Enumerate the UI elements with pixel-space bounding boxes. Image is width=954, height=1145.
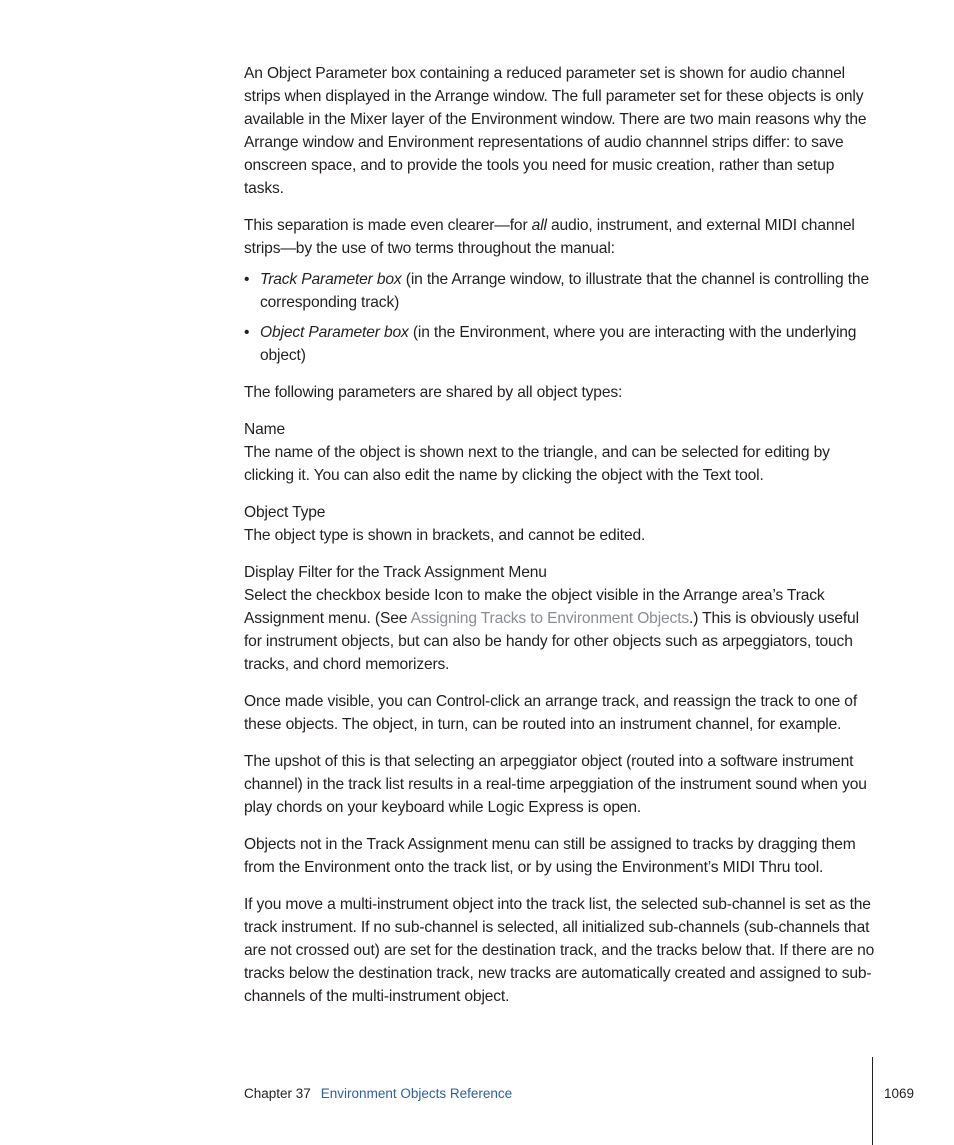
multi-instrument-paragraph: If you move a multi-instrument object into the track list, the selected sub-channel is set as the track instrument. If no sub-channel is selected, all initialized sub-channels (sub-channels that are not crossed out) are set for the destination track, and the tracks below that. If there are no tracks below the destination track, new tracks are automatically created and assigned to sub-channels of the multi-instrument object. <box>244 896 875 1005</box>
name-section <box>244 418 876 487</box>
shared-paragraph: The following parameters are shared by all object types: <box>244 384 623 401</box>
object-type-section <box>244 501 876 547</box>
chapter-label: Chapter 37 <box>244 1086 311 1101</box>
assigning-tracks-link[interactable]: Assigning Tracks to Environment Objects <box>410 610 690 627</box>
chapter-title-link[interactable]: Environment Objects Reference <box>320 1086 513 1101</box>
separation-text-a: This separation is made even clearer—for <box>244 217 532 234</box>
display-filter-text-b: .) This is obviously useful for instrument objects, but can also be handy for other objects such as arpeggiators, touch tracks, and chord memorizers. <box>244 610 859 673</box>
bullet-icon: • <box>244 271 250 288</box>
object-type-body: The object type is shown in brackets, and cannot be edited. <box>244 527 646 544</box>
list-item <box>244 321 876 367</box>
page-body <box>244 62 876 1022</box>
separation-text-b: audio, instrument, and external MIDI channel strips—by the use of two terms throughout the manual: <box>244 217 855 257</box>
once-visible-paragraph: Once made visible, you can Control-click an arrange track, and reassign the track to one of these objects. The object, in turn, can be routed into an instrument channel, for example. <box>244 693 858 733</box>
display-filter-body <box>244 584 876 676</box>
footer-divider <box>872 1057 873 1145</box>
page-footer <box>244 1086 512 1101</box>
not-in-menu-paragraph: Objects not in the Track Assignment menu can still be assigned to tracks by dragging them from the Environment onto the track list, or by using the Environment’s MIDI Thru tool. <box>244 836 856 876</box>
upshot-paragraph: The upshot of this is that selecting an arpeggiator object (routed into a software instrument channel) in the track list results in a real-time arpeggiation of the instrument sound when you play chords on your keyboard while Logic Express is open. <box>244 753 867 816</box>
list-item-term: Track Parameter box <box>260 271 402 288</box>
intro-paragraph: An Object Parameter box containing a reduced parameter set is shown for audio channel strips when displayed in the Arrange window. The full parameter set for these objects is only available in the Mixer layer of the Environment window. There are two main reasons why the Arrange window and Environment representations of audio channnel strips differ: to save onscreen space, and to provide the tools you need for music creation, rather than setup tasks. <box>244 65 867 197</box>
name-body: The name of the object is shown next to the triangle, and can be selected for editing by clicking it. You can also edit the name by clicking the object with the Text tool. <box>244 444 830 484</box>
object-type-heading: Object Type <box>244 504 326 521</box>
bullet-icon: • <box>244 324 250 341</box>
list-item-text: (in the Environment, where you are interacting with the underlying object) <box>260 324 857 364</box>
name-heading: Name <box>244 421 285 438</box>
display-filter-text-a: Select the checkbox beside Icon to make the object visible in the Arrange area’s Track Assignment menu. (See <box>244 587 825 627</box>
display-filter-heading: Display Filter for the Track Assignment Menu <box>244 564 547 581</box>
separation-paragraph <box>244 214 876 260</box>
separation-emphasis: all <box>531 217 547 234</box>
list-item-term: Object Parameter box <box>260 324 409 341</box>
display-filter-section <box>244 561 876 676</box>
terms-list <box>244 268 876 367</box>
list-item-text: (in the Arrange window, to illustrate that the channel is controlling the corresponding track) <box>260 271 869 311</box>
list-item <box>244 268 876 314</box>
page-number: 1069 <box>884 1086 915 1101</box>
